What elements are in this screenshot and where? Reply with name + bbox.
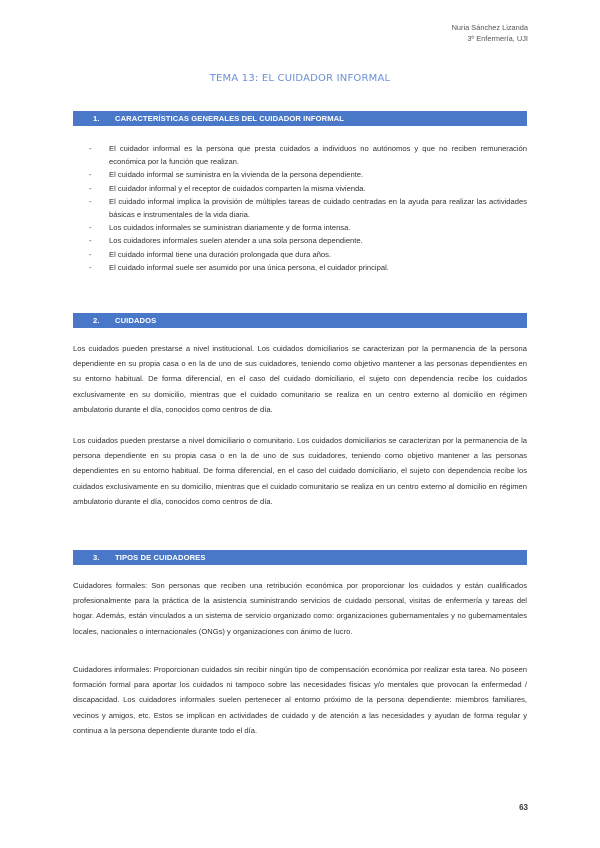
bullet-dash: - (89, 144, 92, 153)
bullet-dash: - (89, 196, 92, 206)
list-item: - El cuidador informal es la persona que presta cuidados a individuos no autónomos y que no reciben remuneración económica por la función que realizan. (89, 144, 527, 167)
section-title: CARACTERÍSTICAS GENERALES DEL CUIDADOR INFORMAL (115, 114, 345, 123)
list-item: - El cuidado informal implica la provisión de múltiples tareas de cuidado centradas en la ayuda para realizar las actividades básicas e instrumentales de la vida diaria. (89, 196, 527, 220)
course-label: 3º Enfermería, UJI (467, 34, 528, 43)
page-header (452, 22, 528, 44)
list-item: - El cuidador informal y el receptor de cuidados comparten la misma vivienda. (89, 182, 527, 195)
bullet-dash: - (89, 249, 92, 259)
characteristics-list (89, 142, 527, 274)
section-heading-tipos-cuidadores (73, 550, 527, 565)
bullet-dash: - (89, 236, 92, 246)
author-name: Nuria Sánchez Lizanda (451, 23, 528, 32)
bullet-dash: - (89, 262, 92, 272)
section-heading-cuidados (73, 313, 527, 328)
section-title: TIPOS DE CUIDADORES (115, 553, 206, 562)
paragraph: Los cuidados pueden prestarse a nivel domiciliario o comunitario. Los cuidados domiciliarios se caracterizan por la permanencia de la persona dependiente en su propia casa o en la de uno de sus cuidadores, teniendo como objetivo mantener a las personas dependientes en su entorno habitual. De forma diferencial, en el caso del cuidado domiciliario, el sujeto con dependencia recibe los cuidados exclusivamente en su domicilio, mientras que el cuidado comunitario se realiza en un centro externo al domicilio en régimen ambulatorio durante el día, conocidos como centros de día. (73, 436, 527, 506)
section-number: 1. (93, 114, 100, 123)
paragraph: Cuidadores formales: Son personas que reciben una retribución económica por proporcionar los cuidados y están cualificados profesionalmente para la práctica de la asistencia suministrando servicios de cuidado personal, visitas de enfermería y tareas del hogar. Además, están vinculados a un sistema de servicio organizado como: organizaciones gubernamentales y no gubernamentales locales, nacionales o internacionales (ONGs) y organizaciones con ánimo de lucro. (73, 581, 527, 636)
paragraph: Cuidadores informales: Proporcionan cuidados sin recibir ningún tipo de compensación económica por realizar esta tarea. No poseen formación formal para aportar los cuidados ni tampoco sobre las necesidades físicas y/o mentales que provocan la enfermedad / discapacidad. Los cuidadores informales suelen pertenecer al entorno próximo de la persona dependiente: miembros familiares, vecinos y amigos, etc. Estos se implican en actividades de cuidado y de atención a las necesidades y ayudan de forma regular y continua a la persona dependiente durante todo el día. (73, 665, 527, 735)
paragraph: Los cuidados pueden prestarse a nivel institucional. Los cuidados domiciliarios se caracterizan por la permanencia de la persona dependiente en su propia casa o en la de uno de sus cuidadores, teniendo como objetivo mantener a las personas dependientes en su entorno habitual. De forma diferencial, en el caso del cuidado domiciliario, el sujeto con dependencia recibe los cuidados exclusivamente en su domicilio, mientras que el cuidado comunitario se realiza en un centro externo al domicilio en régimen ambulatorio durante el día, conocidos como centros de día. (73, 344, 527, 414)
section-title: CUIDADOS (115, 316, 157, 325)
list-item: - Los cuidados informales se suministran diariamente y de forma intensa. (89, 221, 527, 234)
section-number: 2. (93, 316, 100, 325)
bullet-dash: - (89, 170, 92, 180)
section-number: 3. (93, 553, 100, 562)
bullet-dash: - (89, 183, 92, 193)
list-item: - El cuidado informal tiene una duración prolongada que dura años. (89, 248, 527, 261)
document-title: TEMA 13: EL CUIDADOR INFORMAL (209, 73, 391, 84)
list-item: - El cuidado informal se suministra en la vivienda de la persona dependiente. (89, 168, 527, 181)
page-number: 63 (519, 803, 528, 812)
section-heading-caracteristicas (73, 111, 527, 126)
bullet-dash: - (89, 223, 92, 233)
list-item: - Los cuidadores informales suelen atender a una sola persona dependiente. (89, 234, 527, 247)
list-item: - El cuidado informal suele ser asumido por una única persona, el cuidador principal. (89, 261, 527, 274)
